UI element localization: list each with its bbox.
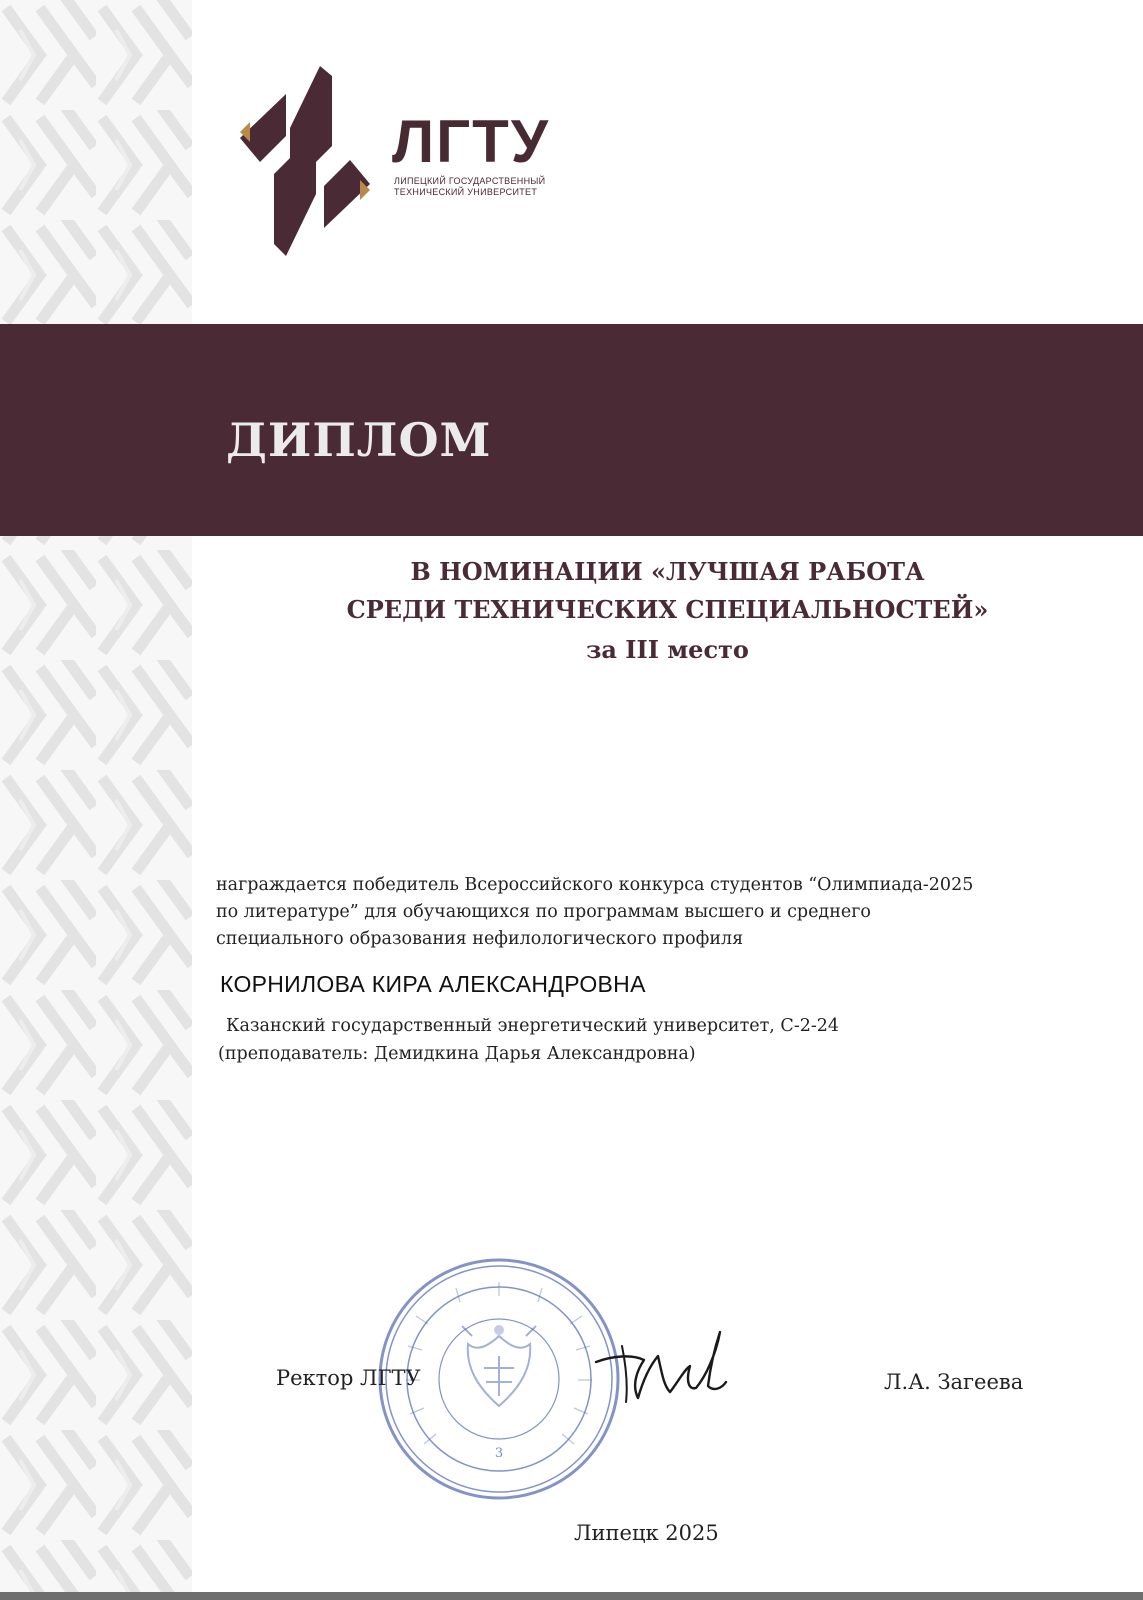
university-logo-mark: [240, 66, 370, 256]
logo-subtitle-line1: ЛИПЕЦКИЙ ГОСУДАРСТВЕННЫЙ: [394, 176, 546, 186]
stamp-number: 3: [494, 1446, 504, 1461]
city-year: Липецк 2025: [574, 1521, 719, 1545]
logo-subtitle: [394, 176, 545, 198]
nomination-heading: [192, 553, 1143, 669]
nomination-line2: СРЕДИ ТЕХНИЧЕСКИХ СПЕЦИАЛЬНОСТЕЙ»: [346, 595, 989, 624]
logo-subtitle-line2: ТЕХНИЧЕСКИЙ УНИВЕРСИТЕТ: [394, 187, 538, 197]
affiliation: [218, 1012, 1118, 1068]
rector-signature: [592, 1326, 728, 1408]
nomination-place: за III место: [586, 635, 749, 664]
title-band: [0, 324, 1143, 536]
decorative-pattern: [0, 0, 192, 1600]
affiliation-line2: (преподаватель: Демидкина Дарья Александровна): [218, 1044, 696, 1064]
rector-label: Ректор ЛГТУ: [276, 1366, 421, 1390]
diploma-title: ДИПЛОМ: [226, 413, 492, 467]
award-line2: по литературе” для обучающихся по программам высшего и среднего: [216, 902, 871, 922]
nomination-line1: В НОМИНАЦИИ «ЛУЧШАЯ РАБОТА: [410, 557, 925, 586]
recipient-name: КОРНИЛОВА КИРА АЛЕКСАНДРОВНА: [220, 971, 646, 997]
signer-name: Л.А. Загеева: [884, 1370, 1024, 1394]
logo-name: ЛГТУ: [392, 108, 551, 175]
award-line3: специального образования нефилологического профиля: [216, 929, 744, 949]
bottom-border: [0, 1592, 1143, 1600]
award-line1: награждается победитель Всероссийского конкурса студентов “Олимпиада-2025: [216, 875, 974, 895]
award-text: [216, 872, 1116, 953]
affiliation-line1: Казанский государственный энергетический университет, С-2-24: [226, 1016, 840, 1036]
